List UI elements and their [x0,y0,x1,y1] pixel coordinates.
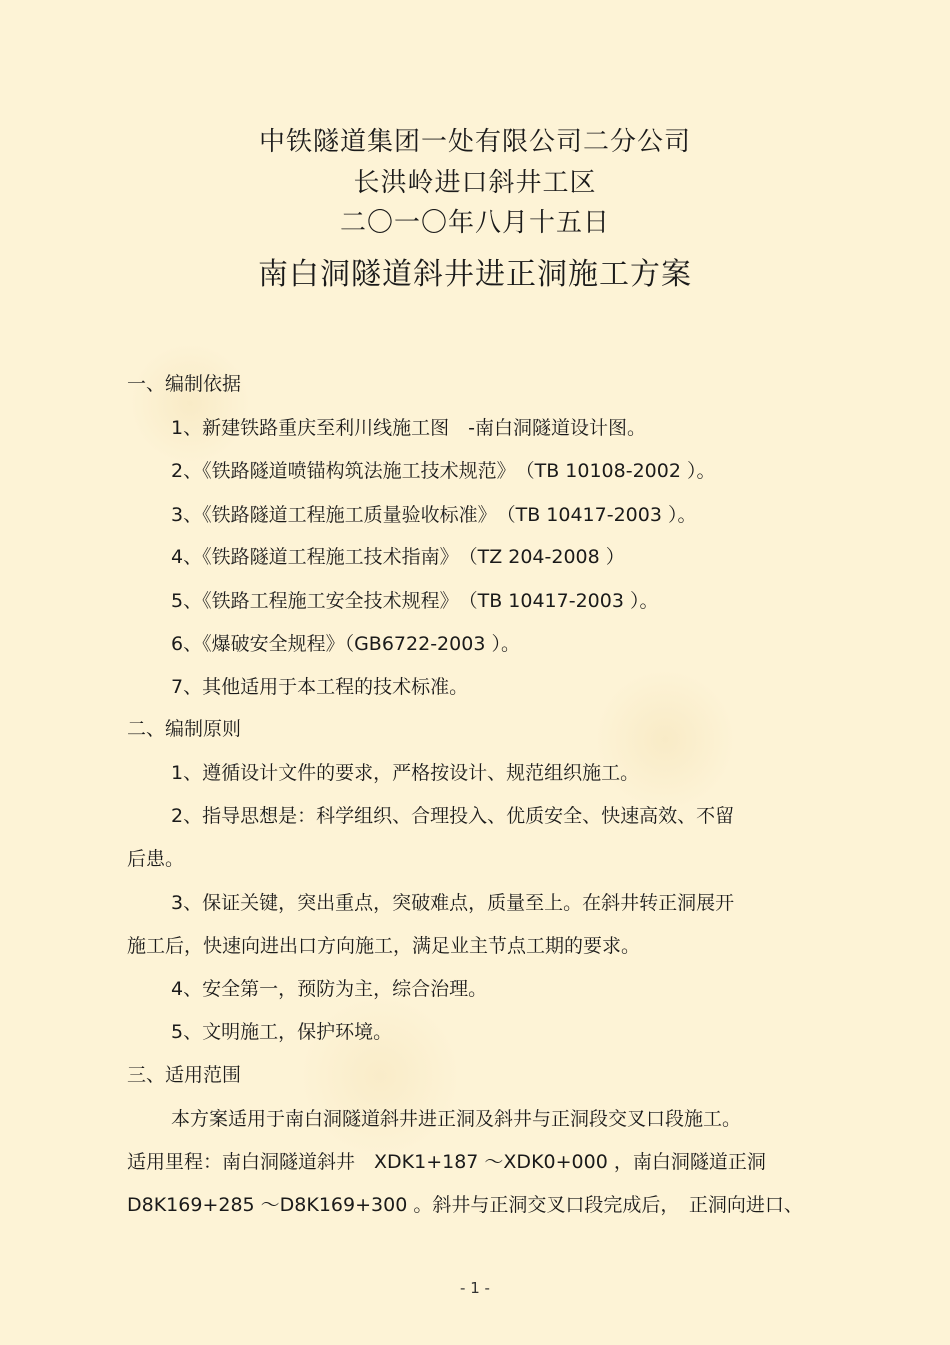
list-item: 1、遵循设计文件的要求，严格按设计、规范组织施工。 [171,762,640,784]
paragraph-line: D8K169+285 ～D8K169+300 。斜井与正洞交叉口段完成后， 正洞向进口、 [127,1194,803,1216]
section-heading-principles: 二、编制原则 [127,718,242,740]
page-number: - 1 - [460,1279,490,1297]
paragraph-line: 本方案适用于南白洞隧道斜井进正洞及斜井与正洞段交叉口段施工。 [171,1108,742,1130]
section-heading-scope: 三、适用范围 [127,1064,242,1086]
list-item: 4、安全第一，预防为主，综合治理。 [171,978,488,1000]
list-item: 4、《铁路隧道工程施工技术指南》 （TZ 204-2008 ） [171,546,625,568]
list-item: 7、其他适用于本工程的技术标准。 [171,676,469,698]
list-item: 5、《铁路工程施工安全技术规程》 （TB 10417-2003 ）。 [171,590,659,612]
company-name: 中铁隧道集团一处有限公司二分公司 [258,127,691,157]
list-item-continuation: 施工后，快速向进出口方向施工，满足业主节点工期的要求。 [127,935,641,957]
section-heading-basis: 一、编制依据 [127,373,242,395]
work-area-name: 长洪岭进口斜井工区 [353,168,597,198]
list-item: 1、新建铁路重庆至利川线施工图 -南白洞隧道设计图。 [171,417,646,439]
list-item: 2、《铁路隧道喷锚构筑法施工技术规范》 （TB 10108-2002 ）。 [171,460,716,482]
list-item: 3、保证关键，突出重点，突破难点，质量至上。在斜井转正洞展开 [171,892,735,914]
document-date: 二〇一〇年八月十五日 [339,208,610,238]
paragraph-line: 适用里程：南白洞隧道斜井 XDK1+187 ～XDK0+000 ，南白洞隧道正洞 [127,1151,766,1173]
list-item-continuation: 后患。 [127,848,185,870]
list-item: 3、《铁路隧道工程施工质量验收标准》 （TB 10417-2003 ）。 [171,504,697,526]
list-item: 6、《爆破安全规程》（GB6722-2003 ）。 [171,633,520,655]
document-title: 南白洞隧道斜井进正洞施工方案 [258,257,692,292]
list-item: 2、指导思想是：科学组织、合理投入、优质安全、快速高效、不留 [171,805,735,827]
list-item: 5、文明施工，保护环境。 [171,1021,393,1043]
